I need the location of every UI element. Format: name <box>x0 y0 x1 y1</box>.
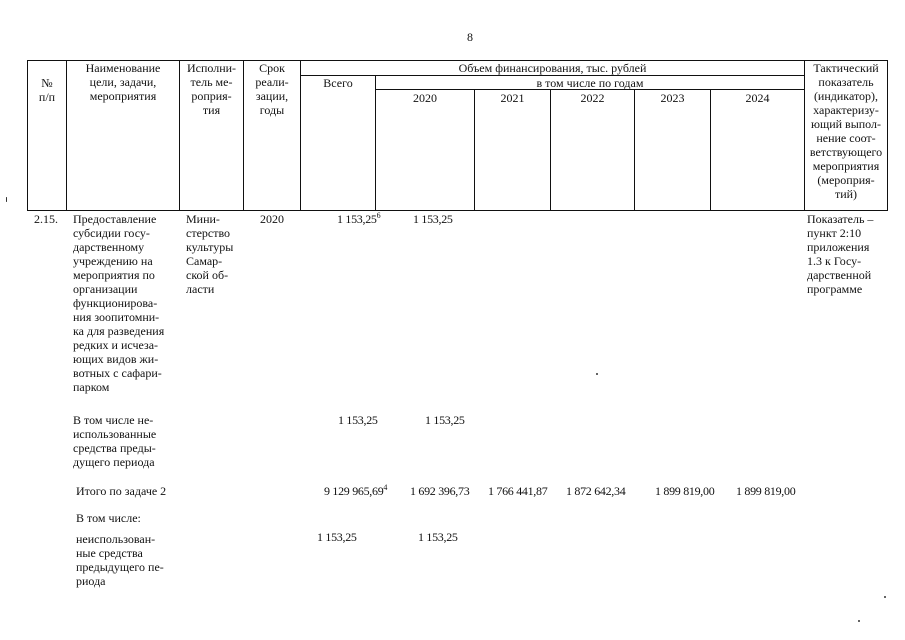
row-measure-name: Предоставление субсидии госу- дарственному учреждению на мероприятия по организации функционирова- ния зоопитомни- ка для разведения редких и исчеза- ющих видов жи- вотных с сафари- парком <box>73 212 165 394</box>
header-year-2020: 2020 <box>413 91 437 105</box>
header-name: Наименование цели, задачи, мероприятия <box>85 61 161 103</box>
scan-speck <box>596 373 598 375</box>
footnote-mark: 6 <box>376 211 381 220</box>
total-all-value: 9 129 965,69 <box>324 484 384 498</box>
header-year-2024: 2024 <box>745 91 770 105</box>
total-label: Итого по задаче 2 <box>76 484 167 498</box>
row-sub-2020: 1 153,25 <box>425 413 465 427</box>
total-2020: 1 692 396,73 <box>410 484 470 498</box>
total-2021: 1 766 441,87 <box>488 484 548 498</box>
total-2022: 1 872 642,34 <box>566 484 626 498</box>
header-num: № п/п <box>38 76 56 104</box>
unused-label: неиспользован- ные средства предыдущего пе- риода <box>76 532 164 588</box>
header-term: Срок реали- зации, годы <box>255 61 289 117</box>
header-year-2023: 2023 <box>660 91 685 105</box>
header-by-years: в том числе по годам <box>536 76 644 90</box>
row-sub-label: В том числе не- использованные средства преды- дущего периода <box>73 413 157 469</box>
footnote-mark: 4 <box>383 483 388 492</box>
row-executor: Мини- стерство культуры Самар- ской об- ласти <box>186 212 234 296</box>
header-indicator: Тактический показатель (индикатор), характеризу- ющий выпол- нение соот- ветствующего мероприятия (мероприя- тий) <box>809 61 883 201</box>
row-sub-total: 1 153,25 <box>338 413 378 427</box>
total-all <box>324 484 387 498</box>
header-year-2021: 2021 <box>500 91 525 105</box>
row-total <box>337 212 380 226</box>
row-term: 2020 <box>260 212 284 226</box>
total-2024: 1 899 819,00 <box>736 484 796 498</box>
scan-speck <box>6 197 7 202</box>
scan-speck <box>884 596 886 598</box>
unused-2020: 1 153,25 <box>418 530 458 544</box>
including-label: В том числе: <box>76 511 141 525</box>
row-number: 2.15. <box>34 212 58 226</box>
page-number: 8 <box>467 30 473 44</box>
header-year-2022: 2022 <box>580 91 605 105</box>
header-total: Всего <box>323 76 353 90</box>
header-financing: Объем финансирования, тыс. рублей <box>458 61 647 75</box>
total-2023: 1 899 819,00 <box>655 484 715 498</box>
scan-speck <box>858 620 860 622</box>
row-indicator: Показатель – пункт 2:10 приложения 1.3 к Госу- дарственной программе <box>807 212 874 296</box>
row-2020-value: 1 153,25 <box>413 212 453 226</box>
header-executor: Исполни- тель ме- роприя- тия <box>186 61 237 117</box>
unused-total: 1 153,25 <box>317 530 357 544</box>
row-total-value: 1 153,25 <box>337 212 377 226</box>
